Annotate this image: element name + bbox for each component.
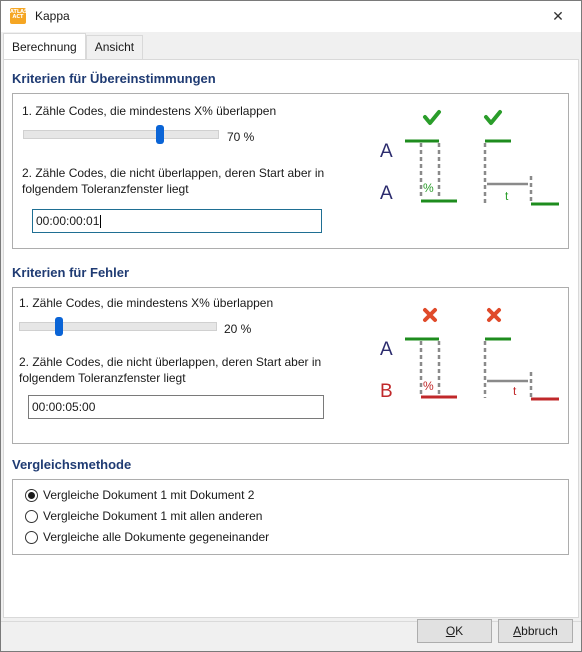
agreement-overlap-value: 70 % — [227, 130, 255, 144]
agreement-tolerance-input[interactable] — [32, 209, 322, 233]
percent-symbol: % — [423, 181, 434, 195]
tolerance-symbol: t — [505, 189, 509, 203]
error-section-title: Kriterien für Fehler — [12, 265, 130, 280]
footer-separator — [1, 621, 581, 622]
agreement-section-title: Kriterien für Übereinstimmungen — [12, 71, 216, 86]
agreement-group — [12, 93, 569, 249]
cross-icon — [425, 310, 435, 320]
radio-button[interactable] — [25, 510, 38, 523]
ok-mnemonic: O — [445, 624, 456, 638]
error-overlap-slider-thumb[interactable] — [55, 317, 63, 336]
error-diagram-row-a: A — [380, 339, 393, 360]
tab-bar — [3, 35, 143, 59]
comparison-option-label: Vergleiche Dokument 1 mit allen anderen — [43, 509, 263, 523]
agreement-overlap-slider-thumb[interactable] — [156, 125, 164, 144]
maxqda-app-icon: ATLAS ACT — [10, 8, 26, 24]
title-bar — [1, 1, 581, 32]
error-overlap-slider[interactable] — [19, 322, 217, 331]
tolerance-symbol: t — [513, 384, 517, 398]
error-tolerance-input[interactable] — [28, 395, 324, 419]
cancel-label-rest: bbruch — [521, 624, 558, 638]
comparison-section-title: Vergleichsmethode — [12, 457, 132, 472]
percent-symbol: % — [423, 379, 434, 393]
comparison-option-doc1-all[interactable] — [25, 509, 262, 523]
comparison-group — [12, 479, 569, 555]
comparison-option-label: Vergleiche Dokument 1 mit Dokument 2 — [43, 488, 255, 502]
comparison-option-all-pairs[interactable] — [25, 530, 269, 544]
comparison-option-label: Vergleiche alle Dokumente gegeneinander — [43, 530, 270, 544]
error-overlap-label: 1. Zähle Codes, die mindestens X% überlappen — [19, 296, 274, 310]
tab-ansicht[interactable]: Ansicht — [86, 35, 143, 59]
cancel-button[interactable] — [498, 619, 573, 643]
dialog-content — [1, 32, 581, 621]
agreement-diagram-row-b: A — [380, 183, 393, 204]
error-diagram — [373, 308, 563, 408]
text-caret — [100, 215, 101, 228]
error-group — [12, 287, 569, 444]
agreement-diagram — [373, 110, 563, 210]
ok-label-rest: K — [455, 624, 464, 638]
radio-button[interactable] — [25, 531, 38, 544]
window-title: Kappa — [35, 9, 70, 23]
agreement-tolerance-label: 2. Zähle Codes, die nicht überlappen, deren Start aber in folgendem Toleranzfenster liegt — [22, 166, 325, 196]
cross-icon — [489, 310, 499, 320]
agreement-tolerance-value: 00:00:00:01 — [36, 214, 100, 228]
comparison-option-doc1-doc2[interactable] — [25, 488, 254, 502]
agreement-diagram-row-a: A — [380, 141, 393, 162]
error-overlap-value: 20 % — [224, 322, 252, 336]
cancel-mnemonic: A — [513, 624, 522, 638]
agreement-overlap-label: 1. Zähle Codes, die mindestens X% überlappen — [22, 104, 277, 118]
error-tolerance-value: 00:00:05:00 — [32, 400, 96, 414]
close-button[interactable] — [535, 1, 581, 32]
tab-panel-berechnung — [3, 59, 579, 618]
tab-berechnung[interactable]: Berechnung — [3, 33, 86, 59]
close-icon: ✕ — [552, 8, 564, 25]
agreement-overlap-slider[interactable] — [23, 130, 219, 139]
error-tolerance-label: 2. Zähle Codes, die nicht überlappen, deren Start aber in folgendem Toleranzfenster liegt — [19, 355, 322, 385]
ok-button[interactable] — [417, 619, 492, 643]
check-icon — [425, 112, 439, 123]
error-diagram-row-b: B — [380, 381, 393, 402]
radio-button-checked[interactable] — [25, 489, 38, 502]
check-icon — [486, 112, 500, 123]
